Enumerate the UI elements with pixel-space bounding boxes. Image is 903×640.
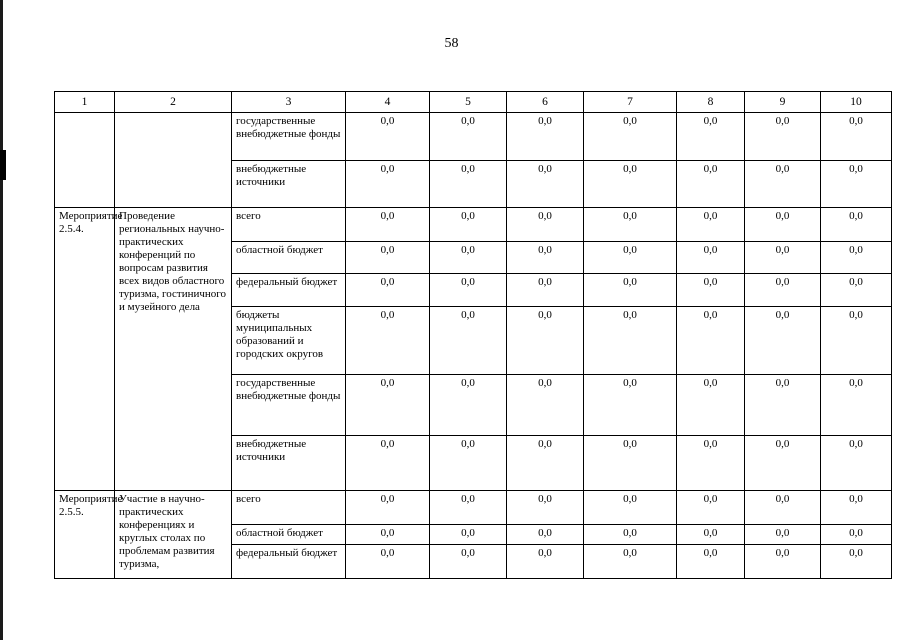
- value-cell: 0,0: [677, 274, 745, 307]
- value-cell: 0,0: [584, 113, 677, 161]
- measure-code: Мероприятие 2.5.5.: [55, 491, 115, 579]
- value-cell: 0,0: [507, 525, 584, 545]
- value-cell: 0,0: [346, 307, 430, 375]
- value-cell: 0,0: [346, 525, 430, 545]
- value-cell: 0,0: [584, 545, 677, 579]
- value-cell: 0,0: [677, 242, 745, 274]
- header-cell: 1: [55, 92, 115, 113]
- funding-source: областной бюджет: [232, 242, 346, 274]
- value-cell: 0,0: [584, 525, 677, 545]
- measure-title: Проведение региональных научно-практических конференций по вопросам развития всех видов областного туризма, гостиничного и музейного дела: [115, 208, 232, 491]
- value-cell: 0,0: [745, 161, 821, 208]
- value-cell: 0,0: [677, 161, 745, 208]
- value-cell: 0,0: [346, 208, 430, 242]
- funding-source: всего: [232, 208, 346, 242]
- value-cell: 0,0: [430, 491, 507, 525]
- header-cell: 8: [677, 92, 745, 113]
- value-cell: 0,0: [821, 545, 892, 579]
- value-cell: 0,0: [584, 208, 677, 242]
- value-cell: 0,0: [346, 375, 430, 436]
- value-cell: 0,0: [745, 242, 821, 274]
- value-cell: 0,0: [677, 375, 745, 436]
- funding-source: всего: [232, 491, 346, 525]
- funding-source: федеральный бюджет: [232, 274, 346, 307]
- funding-source: областной бюджет: [232, 525, 346, 545]
- empty-code-cell: [55, 113, 115, 208]
- header-cell: 10: [821, 92, 892, 113]
- value-cell: 0,0: [584, 491, 677, 525]
- value-cell: 0,0: [745, 307, 821, 375]
- value-cell: 0,0: [745, 525, 821, 545]
- value-cell: 0,0: [745, 113, 821, 161]
- funding-source: внебюджетные источники: [232, 436, 346, 491]
- scan-edge: [0, 0, 3, 640]
- value-cell: 0,0: [584, 436, 677, 491]
- value-cell: 0,0: [507, 375, 584, 436]
- value-cell: 0,0: [677, 307, 745, 375]
- value-cell: 0,0: [821, 525, 892, 545]
- value-cell: 0,0: [821, 491, 892, 525]
- table-row: [55, 113, 892, 161]
- value-cell: 0,0: [430, 545, 507, 579]
- value-cell: 0,0: [346, 545, 430, 579]
- empty-title-cell: [115, 113, 232, 208]
- value-cell: 0,0: [430, 375, 507, 436]
- value-cell: 0,0: [507, 307, 584, 375]
- value-cell: 0,0: [821, 375, 892, 436]
- header-cell: 6: [507, 92, 584, 113]
- header-cell: 2: [115, 92, 232, 113]
- funding-source: государственные внебюджетные фонды: [232, 113, 346, 161]
- value-cell: 0,0: [677, 208, 745, 242]
- value-cell: 0,0: [507, 161, 584, 208]
- measure-title: Участие в научно-практических конференциях и круглых столах по проблемам развития туризма,: [115, 491, 232, 579]
- value-cell: 0,0: [507, 113, 584, 161]
- value-cell: 0,0: [346, 491, 430, 525]
- value-cell: 0,0: [745, 491, 821, 525]
- value-cell: 0,0: [745, 436, 821, 491]
- value-cell: 0,0: [430, 525, 507, 545]
- value-cell: 0,0: [821, 274, 892, 307]
- value-cell: 0,0: [745, 208, 821, 242]
- value-cell: 0,0: [507, 545, 584, 579]
- value-cell: 0,0: [346, 161, 430, 208]
- value-cell: 0,0: [677, 436, 745, 491]
- funding-source: федеральный бюджет: [232, 545, 346, 579]
- funding-source: бюджеты муниципальных образований и городских округов: [232, 307, 346, 375]
- header-cell: 4: [346, 92, 430, 113]
- value-cell: 0,0: [430, 307, 507, 375]
- value-cell: 0,0: [745, 274, 821, 307]
- value-cell: 0,0: [430, 113, 507, 161]
- value-cell: 0,0: [346, 274, 430, 307]
- value-cell: 0,0: [821, 208, 892, 242]
- value-cell: 0,0: [677, 525, 745, 545]
- value-cell: 0,0: [430, 161, 507, 208]
- header-cell: 7: [584, 92, 677, 113]
- header-cell: 5: [430, 92, 507, 113]
- page-number: 58: [444, 36, 459, 51]
- value-cell: 0,0: [745, 375, 821, 436]
- header-row: [55, 92, 892, 113]
- value-cell: 0,0: [507, 436, 584, 491]
- header-cell: 3: [232, 92, 346, 113]
- value-cell: 0,0: [677, 491, 745, 525]
- value-cell: 0,0: [430, 274, 507, 307]
- value-cell: 0,0: [507, 242, 584, 274]
- value-cell: 0,0: [745, 545, 821, 579]
- value-cell: 0,0: [346, 436, 430, 491]
- value-cell: 0,0: [430, 436, 507, 491]
- funding-source: государственные внебюджетные фонды: [232, 375, 346, 436]
- value-cell: 0,0: [677, 545, 745, 579]
- value-cell: 0,0: [430, 242, 507, 274]
- value-cell: 0,0: [346, 113, 430, 161]
- funding-source: внебюджетные источники: [232, 161, 346, 208]
- value-cell: 0,0: [584, 242, 677, 274]
- value-cell: 0,0: [584, 307, 677, 375]
- value-cell: 0,0: [430, 208, 507, 242]
- value-cell: 0,0: [346, 242, 430, 274]
- value-cell: 0,0: [584, 161, 677, 208]
- value-cell: 0,0: [821, 436, 892, 491]
- value-cell: 0,0: [821, 242, 892, 274]
- table-row: [55, 491, 892, 525]
- value-cell: 0,0: [584, 375, 677, 436]
- value-cell: 0,0: [507, 208, 584, 242]
- value-cell: 0,0: [507, 491, 584, 525]
- value-cell: 0,0: [584, 274, 677, 307]
- value-cell: 0,0: [507, 274, 584, 307]
- value-cell: 0,0: [821, 307, 892, 375]
- scan-mark: [0, 150, 6, 180]
- value-cell: 0,0: [821, 113, 892, 161]
- measure-code: Мероприятие 2.5.4.: [55, 208, 115, 491]
- header-cell: 9: [745, 92, 821, 113]
- budget-table: [54, 91, 892, 579]
- value-cell: 0,0: [677, 113, 745, 161]
- value-cell: 0,0: [821, 161, 892, 208]
- table-row: [55, 208, 892, 242]
